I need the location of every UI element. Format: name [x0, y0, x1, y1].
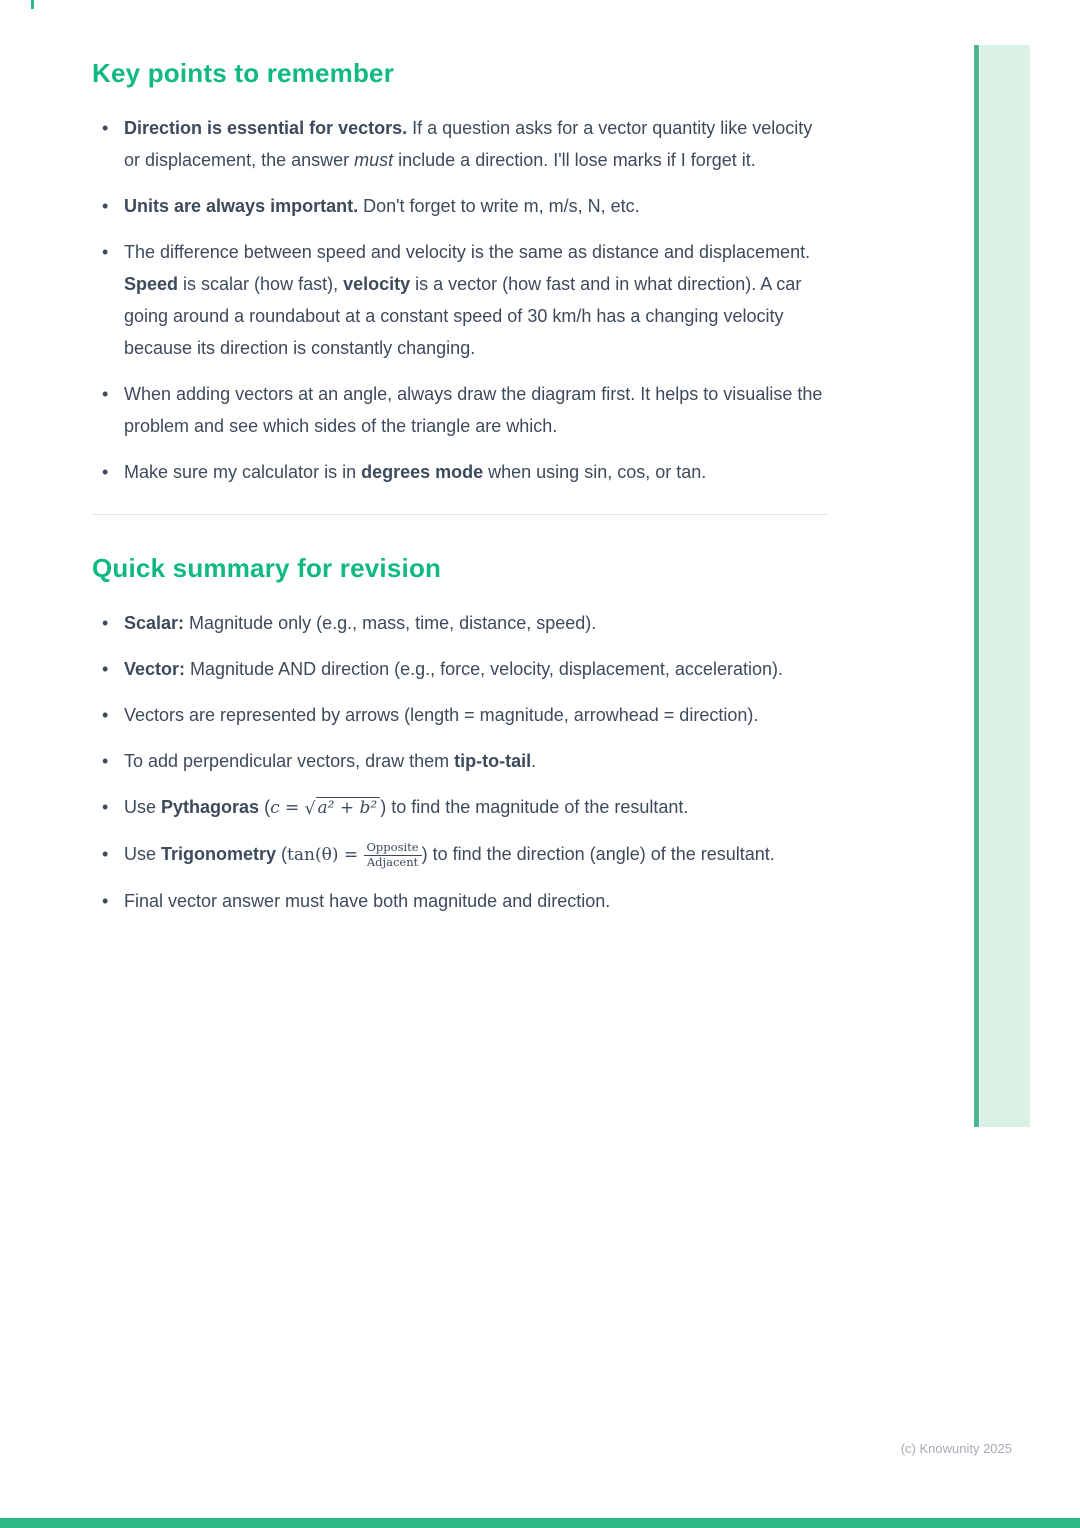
- right-rail-accent-line: [974, 45, 979, 1127]
- trigonometry-formula: [287, 840, 422, 869]
- text-segment: Final vector answer must have both magnitude and direction.: [124, 891, 611, 911]
- text-segment: is scalar (how fast),: [178, 274, 344, 294]
- text-segment: Use: [124, 844, 162, 864]
- bullet-item: [92, 838, 832, 871]
- text-segment: When adding vectors at an angle, always draw the diagram first. It helps to visualise the problem and see which sides of the triangle are which.: [124, 384, 823, 436]
- bullet-item: [92, 699, 832, 731]
- right-rail: [980, 45, 1030, 1127]
- text-segment: .: [531, 751, 537, 771]
- bullet-item: [92, 190, 832, 222]
- text-segment-bold: Speed: [124, 274, 179, 294]
- text-segment-italic: must: [354, 150, 394, 170]
- bottom-accent-bar: [0, 1518, 1080, 1528]
- fraction-numerator: Opposite: [364, 841, 422, 856]
- text-segment: Don't forget to write m, m/s, N, etc.: [358, 196, 640, 216]
- square-root-symbol: √: [304, 799, 316, 819]
- text-segment: The difference between speed and velocity is the same as distance and displacement.: [124, 242, 811, 262]
- text-segment-bold: Pythagoras: [161, 797, 260, 817]
- text-segment-bold: Direction is essential for vectors.: [124, 118, 408, 138]
- text-segment: when using sin, cos, or tan.: [483, 462, 707, 482]
- text-segment-bold: Scalar:: [124, 613, 185, 633]
- text-segment-bold: tip-to-tail: [454, 751, 532, 771]
- bullet-item: [92, 236, 832, 364]
- bullet-item: [92, 653, 832, 685]
- text-segment: To add perpendicular vectors, draw them: [124, 751, 455, 771]
- bullet-item: [92, 885, 832, 917]
- text-segment: ) to find the direction (angle) of the resultant.: [421, 844, 775, 864]
- text-segment-bold: velocity: [343, 274, 411, 294]
- pythagoras-formula: [270, 798, 380, 818]
- bullet-item: [92, 456, 832, 488]
- text-segment: Make sure my calculator is in: [124, 462, 362, 482]
- document-content: [92, 56, 832, 931]
- bullet-item: [92, 791, 832, 824]
- math-variable: c: [270, 798, 280, 818]
- text-segment-bold: Units are always important.: [124, 196, 359, 216]
- bullet-item: [92, 112, 832, 176]
- copyright-text: (c) Knowunity 2025: [900, 1441, 1012, 1456]
- text-segment-bold: Vector:: [124, 659, 186, 679]
- text-segment: ) to find the magnitude of the resultant.: [380, 797, 689, 817]
- section-heading-quick-summary: Quick summary for revision: [92, 553, 442, 583]
- text-segment: (: [259, 797, 271, 817]
- text-segment: include a direction. I'll lose marks if I forget it.: [393, 150, 756, 170]
- math-equals: =: [279, 798, 305, 818]
- text-segment-bold: degrees mode: [361, 462, 484, 482]
- text-segment: (: [276, 844, 288, 864]
- page-corner-accent: [31, 0, 34, 9]
- text-segment: Vectors are represented by arrows (length = magnitude, arrowhead = direction).: [124, 705, 759, 725]
- section-divider: [92, 514, 828, 515]
- key-points-list: [92, 112, 832, 488]
- text-segment: Use: [124, 797, 162, 817]
- bullet-item: [92, 378, 832, 442]
- text-segment: Magnitude only (e.g., mass, time, distance, speed).: [184, 613, 597, 633]
- section-heading-key-points: Key points to remember: [92, 58, 395, 88]
- bullet-item: [92, 607, 832, 639]
- text-segment: If a question asks for a vector quantity like velocity or displacement, the answer: [124, 118, 813, 170]
- text-segment-bold: Trigonometry: [161, 844, 277, 864]
- fraction-denominator: Adjacent: [366, 855, 419, 869]
- bullet-item: [92, 745, 832, 777]
- math-fraction: [364, 841, 422, 869]
- math-radicand: a² + b²: [316, 797, 381, 818]
- text-segment: is a vector (how fast and in what direction). A car going around a roundabout at a constant speed of 30 km/h has a changing velocity because its direction is constantly changing.: [124, 274, 802, 358]
- quick-summary-list: [92, 607, 832, 917]
- text-segment: Magnitude AND direction (e.g., force, velocity, displacement, acceleration).: [185, 659, 783, 679]
- math-expression: tan(θ) =: [287, 845, 364, 865]
